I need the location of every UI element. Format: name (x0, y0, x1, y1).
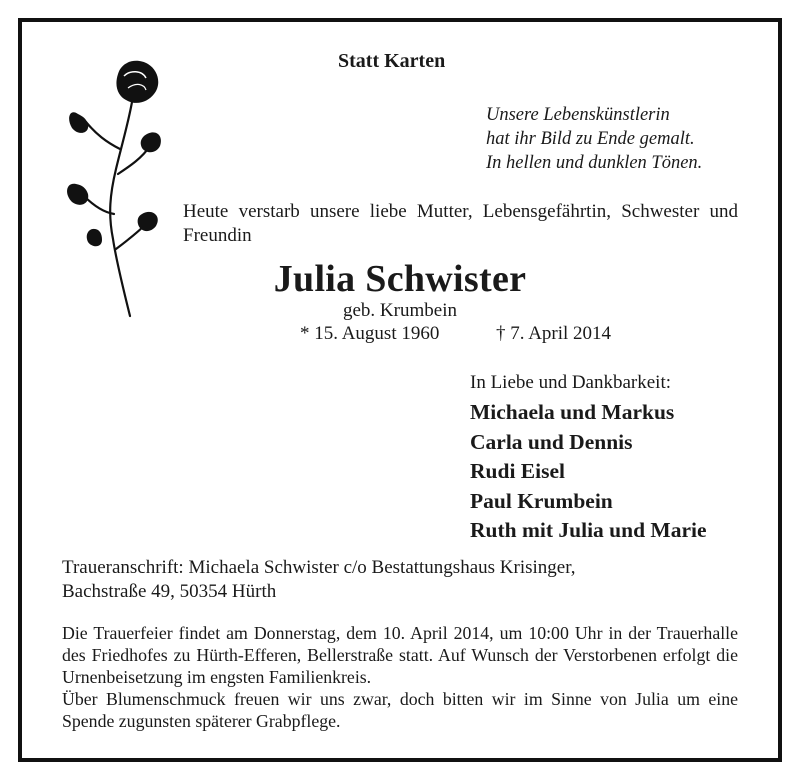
mourners-list (470, 398, 707, 546)
verse (486, 103, 702, 175)
mourning-address (62, 556, 576, 604)
service-paragraph: Über Blumenschmuck freuen wir uns zwar, doch bitten wir im Sinne von Julia um eine Spende zugunsten späterer Grabpflege. (62, 689, 738, 731)
service-paragraph: Die Trauerfeier findet am Donnerstag, dem 10. April 2014, um 10:00 Uhr in der Trauerhalle des Friedhofes zu Hürth-Efferen, Bellerstraße statt. Auf Wunsch der Verstorbenen erfolgt die Urnenbeisetzung im engsten Familienkreis. (62, 623, 738, 687)
verse-line: Unsere Lebenskünstlerin (486, 105, 670, 125)
mourner-name: Paul Krumbein (470, 488, 613, 513)
address-line: Traueranschrift: Michaela Schwister c/o Bestattungshaus Krisinger, (62, 557, 576, 578)
notice-header: Statt Karten (338, 50, 446, 72)
birth-name: geb. Krumbein (343, 300, 457, 321)
deceased-name: Julia Schwister (273, 258, 527, 300)
verse-line: hat ihr Bild zu Ende gemalt. (486, 129, 695, 149)
birth-date: * 15. August 1960 (300, 323, 440, 344)
address-line: Bachstraße 49, 50354 Hürth (62, 581, 277, 602)
mourner-name: Michaela und Markus (470, 400, 675, 424)
mourners-intro: In Liebe und Dankbarkeit: (470, 372, 672, 393)
death-date: † 7. April 2014 (496, 323, 612, 344)
intro-text: Heute verstarb unsere liebe Mutter, Lebensgefährtin, Schwester und Freundin (183, 201, 738, 246)
mourner-name: Carla und Dennis (470, 429, 633, 454)
mourner-name: Rudi Eisel (470, 459, 565, 483)
verse-line: In hellen und dunklen Tönen. (486, 153, 703, 173)
service-info (62, 622, 738, 732)
mourner-name: Ruth mit Julia und Marie (470, 518, 707, 542)
